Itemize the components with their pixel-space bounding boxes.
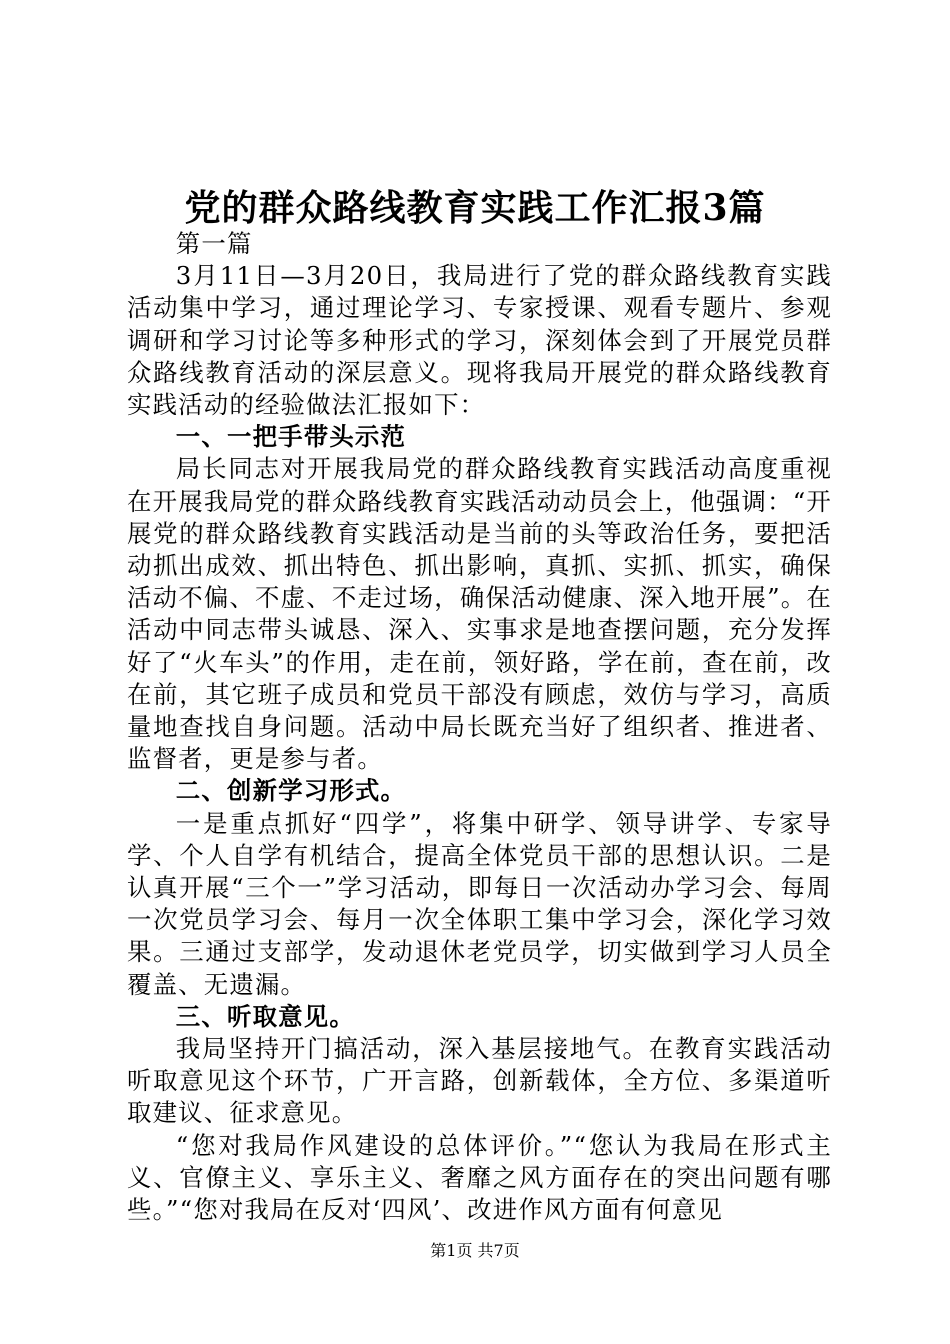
document-title: 党的群众路线教育实践工作汇报3篇 (184, 187, 766, 229)
section-heading: 三、听取意见。 (175, 1001, 355, 1031)
section-label: 第一篇 (175, 229, 253, 258)
body-paragraph: 一是重点抓好“四学”，将集中研学、领导讲学、专家导学、个人自学有机结合，提高全体党员干部的思想认识。二是认真开展“三个一”学习活动，即每日一次活动办学习会、每周一次党员学习会、每月一次全体职工集中学习会，深化学习效果。三通过支部学，发动退休老党员学，切实做到学习人员全覆盖、无遗漏。 (127, 808, 832, 999)
page-number-footer: 第1页 共7页 (430, 1241, 520, 1260)
body-paragraph: 3月11日—3月20日，我局进行了党的群众路线教育实践活动集中学习，通过理论学习、专家授课、观看专题片、参观调研和学习讨论等多种形式的学习，深刻体会到了开展党员群众路线教育活动的深层意义。现将我局开展党的群众路线教育实践活动的经验做法汇报如下： (127, 261, 832, 420)
section-heading: 二、创新学习形式。 (175, 776, 407, 806)
section-heading: 一、一把手带头示范 (175, 422, 407, 452)
document-body (127, 228, 832, 1226)
body-paragraph: 我局坚持开门搞活动，深入基层接地气。在教育实践活动听取意见这个环节，广开言路，创新载体，全方位、多渠道听取建议、征求意见。 (127, 1034, 832, 1128)
body-paragraph: 局长同志对开展我局党的群众路线教育实践活动高度重视在开展我局党的群众路线教育实践活动动员会上，他强调：“开展党的群众路线教育实践活动是当前的头等政治任务，要把活动抓出成效、抓出特色、抓出影响，真抓、实抓、抓实，确保活动不偏、不虚、不走过场，确保活动健康、深入地开展”。在活动中同志带头诚恳、深入、实事求是地查摆问题，充分发挥好了“火车头”的作用，走在前，领好路，学在前，查在前，改在前，其它班子成员和党员干部没有顾虑，效仿与学习，高质量地查找自身问题。活动中局长既充当好了组织者、推进者、监督者，更是参与者。 (127, 454, 832, 774)
body-paragraph: “您对我局作风建设的总体评价。”“您认为我局在形式主义、官僚主义、享乐主义、奢靡之风方面存在的突出问题有哪些。”“您对我局在反对‘四风’、改进作风方面有何意见 (127, 1130, 832, 1225)
